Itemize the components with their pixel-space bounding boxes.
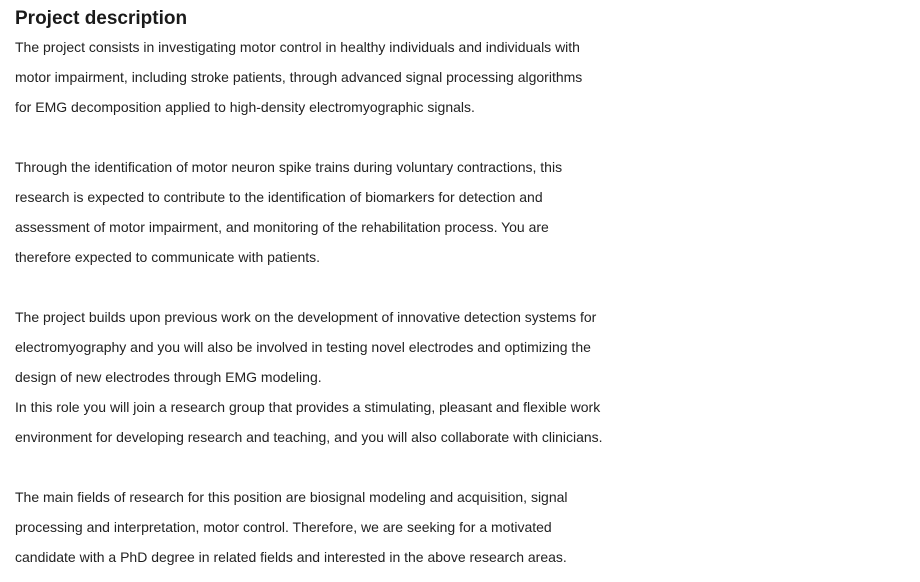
paragraph-spacer <box>15 122 920 152</box>
text-line: electromyography and you will also be involved in testing novel electrodes and optimizing the <box>15 339 591 355</box>
text-line: The project builds upon previous work on the development of innovative detection systems for <box>15 309 597 325</box>
text-line: Through the identification of motor neuron spike trains during voluntary contractions, this <box>15 159 563 175</box>
section-heading: Project description <box>15 8 188 29</box>
text-line: candidate with a PhD degree in related fields and interested in the above research areas. <box>15 549 567 565</box>
text-line: processing and interpretation, motor control. Therefore, we are seeking for a motivated <box>15 519 552 535</box>
text-line: therefore expected to communicate with patients. <box>15 249 321 265</box>
text-line: The main fields of research for this position are biosignal modeling and acquisition, signal <box>15 489 568 505</box>
paragraph-2 <box>15 152 920 272</box>
text-line: design of new electrodes through EMG modeling. <box>15 369 322 385</box>
text-line: In this role you will join a research group that provides a stimulating, pleasant and flexible work <box>15 399 601 415</box>
paragraph-4 <box>15 482 920 572</box>
text-line: The project consists in investigating motor control in healthy individuals and individuals with <box>15 39 580 55</box>
text-line: assessment of motor impairment, and monitoring of the rehabilitation process. You are <box>15 219 549 235</box>
text-line: motor impairment, including stroke patients, through advanced signal processing algorithms <box>15 69 583 85</box>
paragraph-3 <box>15 302 920 452</box>
text-line: research is expected to contribute to the identification of biomarkers for detection and <box>15 189 543 205</box>
paragraph-1 <box>15 32 920 122</box>
paragraph-spacer <box>15 272 920 302</box>
text-line: environment for developing research and teaching, and you will also collaborate with clinicians. <box>15 429 603 445</box>
project-description-section <box>15 6 920 572</box>
text-line: for EMG decomposition applied to high-density electromyographic signals. <box>15 99 475 115</box>
paragraph-spacer <box>15 452 920 482</box>
